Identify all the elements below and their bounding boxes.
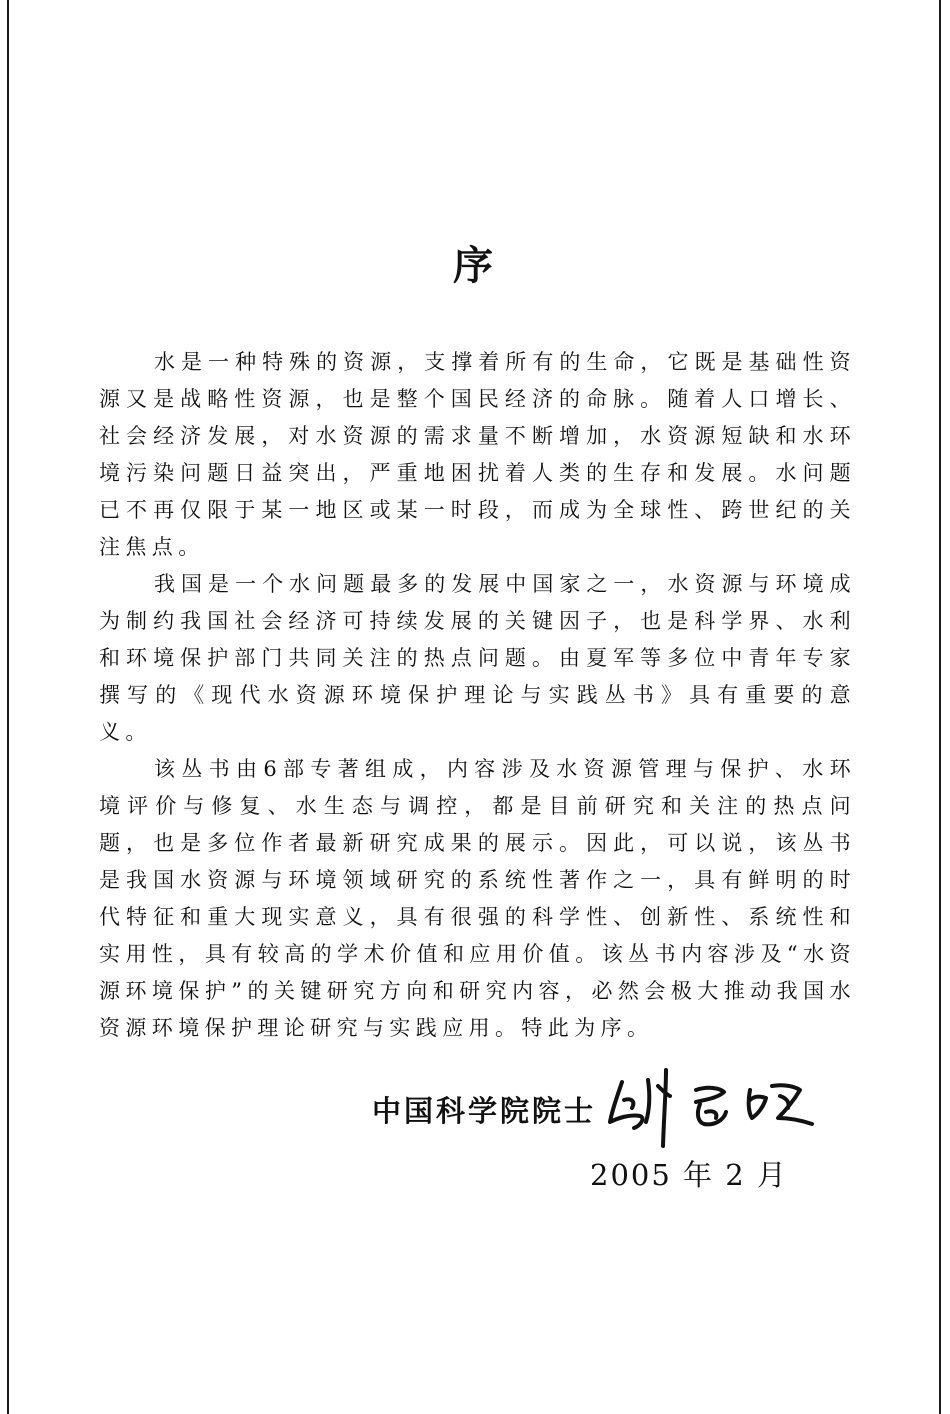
preface-paragraph-2: 我国是一个水问题最多的发展中国家之一，水资源与环境成为制约我国社会经济可持续发展的关键因子，也是科学界、水利和环境保护部门共同关注的热点问题。由夏军等多位中青年专家撰写的《现代水资源环境保护理论与实践丛书》具有重要的意义。 <box>99 572 856 744</box>
signature-block <box>372 1060 820 1150</box>
author-affiliation: 中国科学院院士 <box>372 1094 597 1128</box>
page-edge-right <box>939 0 941 1414</box>
preface-paragraph-1: 水是一种特殊的资源，支撑着所有的生命，它既是基础性资源又是战略性资源，也是整个国民经济的命脉。随着人口增长、社会经济发展，对水资源的需求量不断增加，水资源短缺和水环境污染问题日益突出，严重地困扰着人类的生存和发展。水问题已不再仅限于某一地区或某一时段，而成为全球性、跨世纪的关注焦点。 <box>99 350 856 559</box>
handwritten-signature-icon <box>600 1060 820 1150</box>
page-title: 序 <box>453 243 497 289</box>
signature-date: 2005 年 2 月 <box>590 1158 788 1192</box>
preface-paragraph-3: 该丛书由6部专著组成，内容涉及水资源管理与保护、水环境评价与修复、水生态与调控，都是目前研究和关注的热点问题，也是多位作者最新研究成果的展示。因此，可以说，该丛书是我国水资源与环境领域研究的系统性著作之一，具有鲜明的时代特征和重大现实意义，具有很强的科学性、创新性、系统性和实用性，具有较高的学术价值和应用价值。该丛书内容涉及“水资源环境保护”的关键研究方向和研究内容，必然会极大推动我国水资源环境保护理论研究与实践应用。特此为序。 <box>99 757 856 1040</box>
page-edge-left <box>7 0 9 1414</box>
preface-body <box>99 344 856 1047</box>
